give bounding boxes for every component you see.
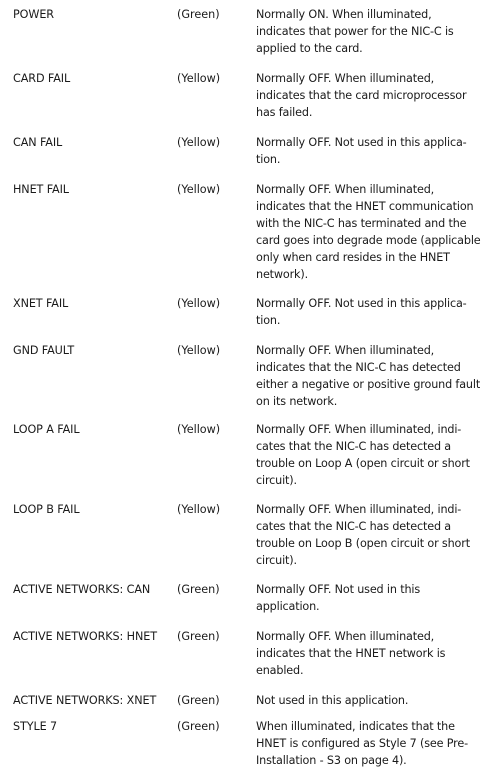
led-row (13, 70, 484, 121)
led-description (256, 134, 484, 168)
led-name: ACTIVE NETWORKS: HNET (13, 630, 157, 643)
description-line: cates that the NIC-C has detected a (256, 520, 452, 533)
led-color: (Green) (177, 630, 220, 643)
led-name: STYLE 7 (13, 720, 58, 733)
led-color: (Green) (177, 720, 220, 733)
led-name: CARD FAIL (13, 72, 71, 85)
led-color: (Yellow) (177, 344, 221, 357)
led-description (256, 501, 484, 569)
description-line: trouble on Loop A (open circuit or short (256, 457, 470, 470)
led-row (13, 181, 484, 283)
description-line: circuit). (256, 474, 297, 487)
led-name: ACTIVE NETWORKS: CAN (13, 583, 151, 596)
led-color: (Yellow) (177, 72, 221, 85)
led-description (256, 692, 484, 709)
description-line: Not used in this application. (256, 694, 409, 707)
description-line: tion. (256, 153, 281, 166)
led-color: (Yellow) (177, 503, 221, 516)
led-name: HNET FAIL (13, 183, 69, 196)
led-row (13, 134, 484, 168)
description-line: network). (256, 268, 309, 281)
description-line: enabled. (256, 664, 304, 677)
description-line: only when card resides in the HNET (256, 251, 450, 264)
led-row (13, 581, 484, 615)
description-line: cates that the NIC-C has detected a (256, 440, 452, 453)
description-line: Normally OFF. Not used in this (256, 583, 421, 596)
led-row (13, 421, 484, 489)
led-color: (Green) (177, 8, 220, 21)
led-name: LOOP B FAIL (13, 503, 80, 516)
led-description (256, 70, 484, 121)
led-row (13, 6, 484, 57)
description-line: Normally OFF. When illuminated, indi- (256, 423, 462, 436)
led-color: (Green) (177, 694, 220, 707)
led-description (256, 628, 484, 679)
description-line: application. (256, 600, 320, 613)
description-line: either a negative or positive ground fault (256, 378, 481, 391)
description-line: has failed. (256, 106, 313, 119)
description-line: Installation - S3 on page 4). (256, 754, 407, 767)
description-line: Normally OFF. When illuminated, (256, 630, 435, 643)
description-line: Normally ON. When illuminated, (256, 8, 432, 21)
led-row (13, 501, 484, 569)
description-line: Normally OFF. When illuminated, (256, 72, 435, 85)
led-description (256, 181, 484, 283)
description-line: indicates that the card microprocessor (256, 89, 467, 102)
led-row (13, 692, 484, 709)
description-line: on its network. (256, 395, 338, 408)
description-line: tion. (256, 314, 281, 327)
description-line: indicates that the NIC-C has detected (256, 361, 461, 374)
description-line: Normally OFF. Not used in this applica- (256, 297, 467, 310)
description-line: HNET is configured as Style 7 (see Pre- (256, 737, 469, 750)
led-name: XNET FAIL (13, 297, 69, 310)
led-description (256, 295, 484, 329)
led-row (13, 718, 484, 769)
description-line: indicates that power for the NIC-C is (256, 25, 454, 38)
led-name: POWER (13, 8, 54, 21)
led-name: CAN FAIL (13, 136, 63, 149)
led-color: (Yellow) (177, 423, 221, 436)
led-color: (Yellow) (177, 136, 221, 149)
description-line: Normally OFF. When illuminated, (256, 344, 435, 357)
led-description (256, 421, 484, 489)
description-line: with the NIC-C has terminated and the (256, 217, 467, 230)
led-color: (Yellow) (177, 297, 221, 310)
description-line: Normally OFF. Not used in this applica- (256, 136, 467, 149)
description-line: card goes into degrade mode (applicable (256, 234, 481, 247)
led-row (13, 628, 484, 679)
description-line: trouble on Loop B (open circuit or short (256, 537, 470, 550)
led-name: ACTIVE NETWORKS: XNET (13, 694, 157, 707)
description-line: applied to the card. (256, 42, 363, 55)
led-color: (Green) (177, 583, 220, 596)
led-row (13, 342, 484, 410)
led-description (256, 581, 484, 615)
description-line: indicates that the HNET network is (256, 647, 446, 660)
led-color: (Yellow) (177, 183, 221, 196)
led-row (13, 295, 484, 329)
led-description (256, 342, 484, 410)
description-line: circuit). (256, 554, 297, 567)
led-name: LOOP A FAIL (13, 423, 80, 436)
led-name: GND FAULT (13, 344, 75, 357)
description-line: When illuminated, indicates that the (256, 720, 455, 733)
description-line: Normally OFF. When illuminated, (256, 183, 435, 196)
led-description (256, 718, 484, 769)
description-line: indicates that the HNET communication (256, 200, 474, 213)
led-description (256, 6, 484, 57)
description-line: Normally OFF. When illuminated, indi- (256, 503, 462, 516)
